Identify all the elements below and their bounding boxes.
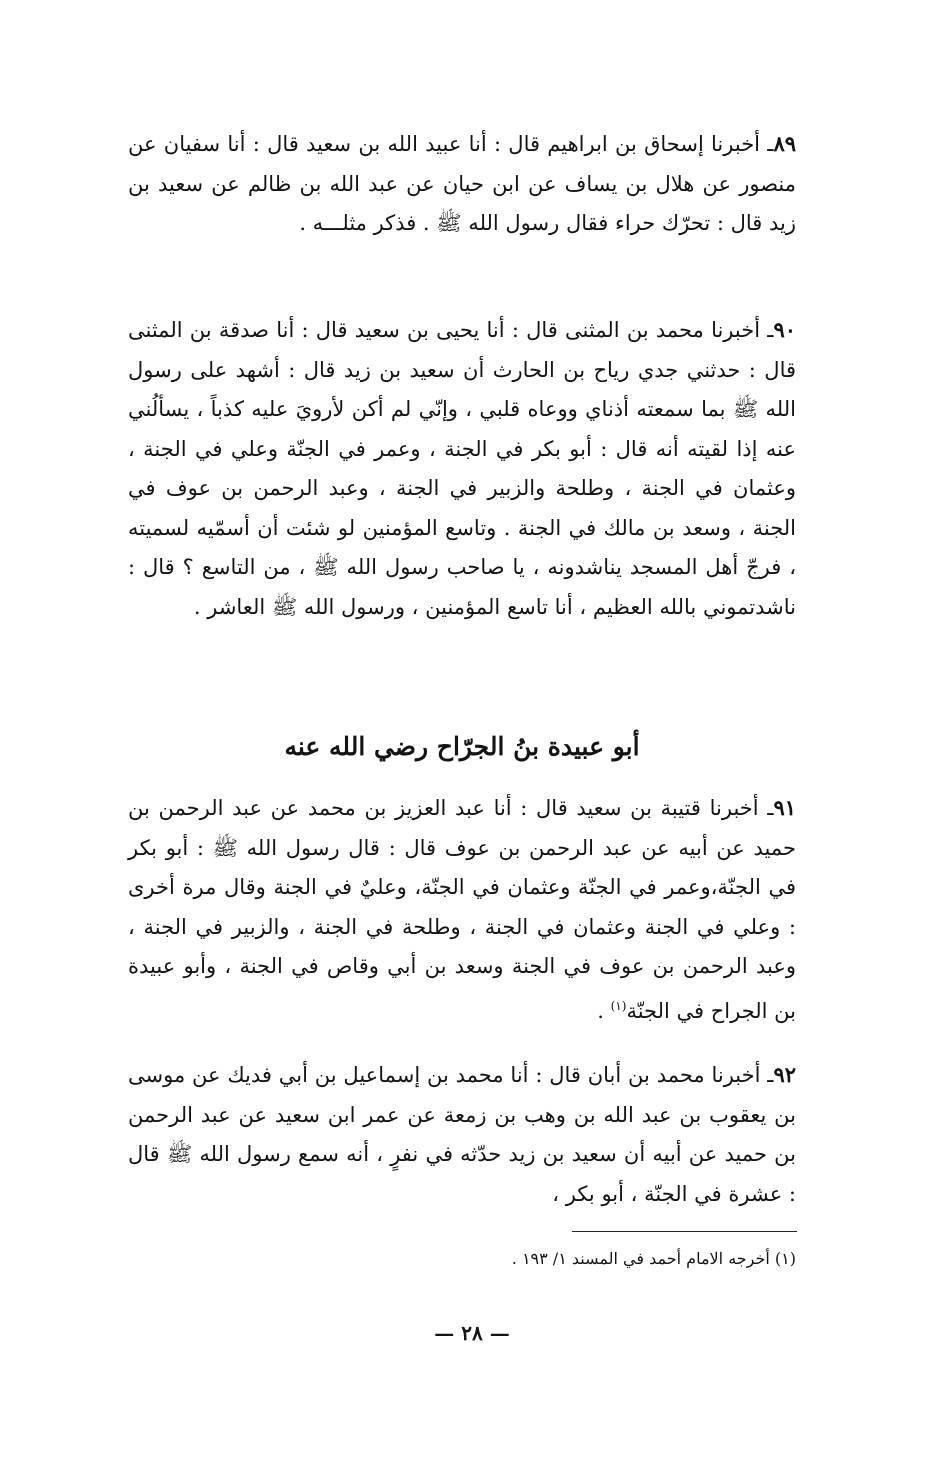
hadith-text-end: . [597,998,611,1023]
hadith-text: ـ أخبرنا قتيبة بن سعيد قال : أنا عبد العزيز بن محمد عن عبد الرحمن بن حميد عن أبيه عن عبد الرحمن بن عوف قال : قال رسول الله ﷺ : أبو بكر في الجنّة،وعمر في الجنّة وعثمان في الجنّة، وعليٌ في الجنة وقال مرة أخرى : وعلي في الجنة وعثمان في الجنة ، وطلحة في الجنة ، والزبير في الجنة ، وعبد الرحمن بن عوف في الجنة وسعد بن أبي وقاص في الجنة ، وأبو عبيدة بن الجراح في الجنّة [128,796,796,1023]
page-number: — ٢٨ — [434,1321,510,1345]
hadith-text: ـ أخبرنا إسحاق بن ابراهيم قال : أنا عبيد الله بن سعيد قال : أنا سفيان عن منصور عن هلال بن يساف عن ابن حيان عن عبد الله بن ظالم عن سعيد بن زيد قال : تحرّك حراء فقال رسول الله ﷺ . فذكر مثلـــه . [128,132,796,235]
hadith-number: ٩٢ [773,1062,796,1087]
hadith-92-paragraph [128,1055,796,1214]
footnote: (١) أخرجه الامام أحمد في المسند ١/ ١٩٣ . [511,1249,796,1268]
hadith-number: ٩٠ [773,317,796,342]
hadith-91-paragraph [128,788,796,1031]
hadith-90-paragraph [128,310,796,627]
section-heading: أبو عبيدة بنُ الجرّاح رضي الله عنه [284,732,640,761]
hadith-number: ٨٩ [773,131,796,156]
footnote-divider [572,1231,797,1232]
hadith-89-paragraph [128,124,796,244]
hadith-number: ٩١ [773,795,796,820]
hadith-text: ـ أخبرنا محمد بن المثنى قال : أنا يحيى بن سعيد قال : أنا صدقة بن المثنى قال : حدثني جدي رياح بن الحارث أن سعيد بن زيد قال : أشهد على رسول الله ﷺ بما سمعته أذناي ووعاه قلبي ، وإنّي لم أكن لأرويَ عليه كذباً ، يسألُني عنه إذا لقيته أنه قال : أبو بكر في الجنة ، وعمر في الجنّة وعلي في الجنة ، وعثمان في الجنة ، وطلحة والزبير في الجنة ، وعبد الرحمن بن عوف في الجنة ، وسعد بن مالك في الجنة . وتاسع المؤمنين لو شئت أن أسمّيه لسميته ، فرجّ أهل المسجد يناشدونه ، يا صاحب رسول الله ﷺ ، من التاسع ؟ قال : ناشدتموني بالله العظيم ، أنا تاسع المؤمنين ، ورسول الله ﷺ العاشر . [128,318,796,619]
hadith-text: ـ أخبرنا محمد بن أبان قال : أنا محمد بن إسماعيل بن أبي فديك عن موسى بن يعقوب بن عبد الله بن وهب بن زمعة عن عمر ابن سعيد عن عبد الرحمن بن حميد عن أبيه أن سعيد بن زيد حدّثه في نفرٍ ، أنه سمع رسول الله ﷺ قال : عشرة في الجنّة ، أبو بكر ، [128,1063,796,1206]
footnote-marker: (١) [610,998,627,1013]
